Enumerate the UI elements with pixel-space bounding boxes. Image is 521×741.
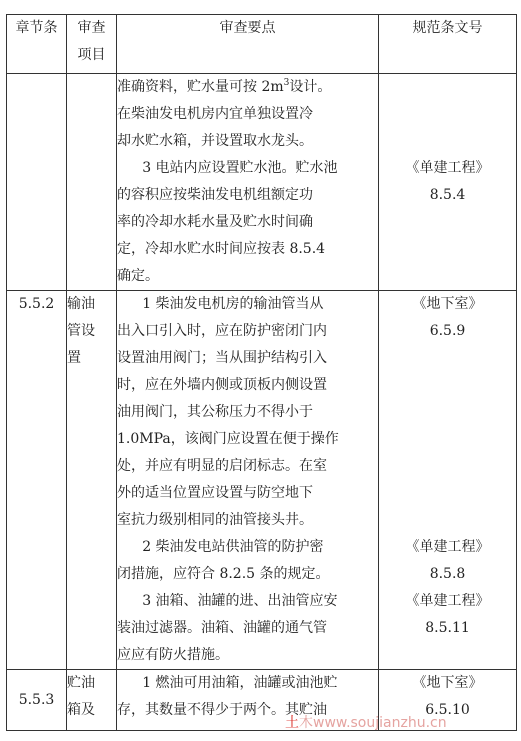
reference-text: 《地下室》 [412,296,483,312]
review-item: 贮油 箱及 [67,670,117,731]
points-line: 应应有防火措施。 [117,647,229,663]
header-row [7,15,517,74]
points-line: 确定。 [117,268,159,284]
reference-text: 8.5.11 [425,620,470,636]
points-line: 装油过滤器。油箱、油罐的通气管 [117,620,327,636]
header-reference: 规范条文号 [379,15,517,74]
header-section: 章节条 [7,15,67,74]
review-item [67,74,117,291]
review-item: 输油 管设 置 [67,291,117,670]
watermark: 土木www.soujianzhu.cn [285,715,447,731]
points-line: 1 燃油可用油箱，油罐或油池贮 [142,675,338,691]
points-line: 在柴油发电机房内宜单独设置冷 [117,106,313,122]
header-points: 审查要点 [117,15,379,74]
points-line: 1 柴油发电机房的输油管当从 [142,296,324,312]
reference-text: 6.5.9 [429,323,466,339]
points-line: 外的适当位置应设置与防空地下 [117,485,313,501]
reference-text: 6.5.10 [425,702,470,718]
points-line: 率的冷却水耗水量及贮水时间确 [117,214,313,230]
reference-text: 8.5.4 [429,187,466,203]
points-line: 的容积应按柴油发电机组额定功 [117,187,313,203]
reference-cell [379,74,517,291]
points-line: 室抗力级别相同的油管接头井。 [117,512,313,528]
header-item-line: 项目 [77,47,106,63]
section-number: 5.5.2 [7,291,67,670]
points-line: 却水贮水箱，并设置取水龙头。 [117,133,313,149]
points-line: 定，冷却水贮水时间应按表 8.5.4 [117,241,326,257]
header-item [67,15,117,74]
points-line: 设置油用阀门；当从围护结构引入 [117,350,327,366]
points-line: 存，其数量不得少于两个。其贮油 [117,702,327,718]
review-points [117,291,379,670]
points-line: 出入口引入时，应在防护密闭门内 [117,323,327,339]
section-number: 5.5.3 [7,670,67,731]
points-line: 油用阀门，其公称压力不得小于 [117,404,313,420]
points-line: 3 电站内应设置贮水池。贮水池 [142,160,338,176]
reference-text: 8.5.8 [429,566,466,582]
table-row [7,291,517,670]
points-line: 1.0MPa，该阀门应设置在便于操作 [117,431,339,447]
points-line: 准确资料，贮水量可按 $2m^3$设计。 [117,78,332,95]
table-row [7,74,517,291]
points-line: 2 柴油发电站供油管的防护密 [142,539,324,555]
review-points [117,74,379,291]
reference-cell [379,291,517,670]
header-item-line: 审查 [77,20,106,36]
reference-text: 《单建工程》 [405,539,490,555]
review-table [6,14,517,731]
section-number [7,74,67,291]
points-line: 3 油箱、油罐的进、出油管应安 [142,593,338,609]
points-line: 处，并应有明显的启闭标志。在室 [117,458,327,474]
reference-text: 《单建工程》 [405,160,490,176]
reference-text: 《单建工程》 [405,593,490,609]
points-line: 时，应在外墙内侧或顶板内侧设置 [117,377,327,393]
points-line: 闭措施，应符合 8.2.5 条的规定。 [117,566,330,582]
reference-text: 《地下室》 [412,675,483,691]
